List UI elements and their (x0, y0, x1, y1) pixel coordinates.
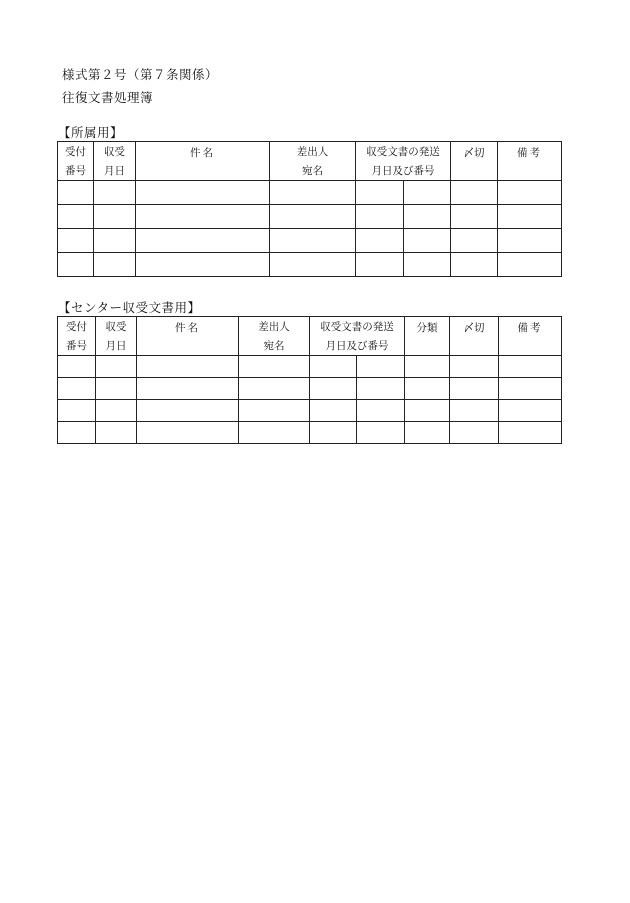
cell[interactable] (405, 422, 450, 444)
header-received-date-2: 月日 (96, 336, 137, 356)
header-addressee: 宛名 (239, 336, 310, 356)
table-row (58, 356, 562, 378)
cell[interactable] (58, 400, 96, 422)
table-row (58, 253, 562, 277)
cell[interactable] (405, 400, 450, 422)
cell[interactable] (239, 422, 310, 444)
cell[interactable] (356, 229, 404, 253)
cell[interactable] (357, 378, 405, 400)
cell[interactable] (310, 356, 357, 378)
table-row (58, 422, 562, 444)
header-subject: 件名 (137, 317, 239, 356)
cell[interactable] (404, 205, 451, 229)
cell[interactable] (499, 422, 562, 444)
table-row (58, 181, 562, 205)
cell[interactable] (239, 400, 310, 422)
cell[interactable] (239, 356, 310, 378)
cell[interactable] (136, 229, 270, 253)
cell[interactable] (58, 422, 96, 444)
cell[interactable] (405, 356, 450, 378)
cell[interactable] (96, 422, 137, 444)
cell[interactable] (404, 181, 451, 205)
header-receipt-no: 受付 (58, 317, 96, 337)
header-received-date: 収受 (94, 142, 136, 162)
cell[interactable] (356, 205, 404, 229)
header-sent-date-no: 収受文書の発送 (356, 142, 451, 162)
register-table-center (57, 316, 562, 444)
form-number: 様式第２号（第７条関係） (62, 67, 219, 82)
cell[interactable] (58, 205, 94, 229)
cell[interactable] (270, 205, 356, 229)
header-subject: 件名 (136, 142, 270, 181)
header-deadline: 〆切 (451, 142, 498, 181)
register-table-affiliated (57, 141, 562, 277)
document-title: 往復文書処理簿 (62, 90, 154, 105)
cell[interactable] (270, 253, 356, 277)
cell[interactable] (450, 422, 499, 444)
table-row (58, 229, 562, 253)
cell[interactable] (58, 229, 94, 253)
cell[interactable] (94, 229, 136, 253)
cell[interactable] (357, 400, 405, 422)
cell[interactable] (498, 181, 562, 205)
header-classification: 分類 (405, 317, 450, 356)
cell[interactable] (450, 356, 499, 378)
cell[interactable] (356, 253, 404, 277)
cell[interactable] (498, 205, 562, 229)
cell[interactable] (270, 181, 356, 205)
header-receipt-no: 受付 (58, 142, 94, 162)
cell[interactable] (94, 253, 136, 277)
header-sender: 差出人 (239, 317, 310, 337)
cell[interactable] (58, 253, 94, 277)
cell[interactable] (96, 378, 137, 400)
cell[interactable] (239, 378, 310, 400)
cell[interactable] (94, 205, 136, 229)
cell[interactable] (94, 181, 136, 205)
header-sent-date-no-2: 月日及び番号 (356, 161, 451, 181)
header-deadline: 〆切 (450, 317, 499, 356)
cell[interactable] (96, 400, 137, 422)
header-sent-date-no: 収受文書の発送 (310, 317, 405, 337)
cell[interactable] (136, 181, 270, 205)
cell[interactable] (270, 229, 356, 253)
cell[interactable] (310, 422, 357, 444)
header-sent-date-no-2: 月日及び番号 (310, 336, 405, 356)
section-heading-affiliated: 【所属用】 (58, 125, 124, 140)
cell[interactable] (357, 356, 405, 378)
header-sender: 差出人 (270, 142, 356, 162)
header-remarks: 備考 (498, 142, 562, 181)
cell[interactable] (404, 253, 451, 277)
cell[interactable] (136, 205, 270, 229)
cell[interactable] (404, 229, 451, 253)
cell[interactable] (137, 356, 239, 378)
header-addressee: 宛名 (270, 161, 356, 181)
cell[interactable] (499, 356, 562, 378)
cell[interactable] (499, 400, 562, 422)
cell[interactable] (310, 400, 357, 422)
table-row (58, 205, 562, 229)
cell[interactable] (451, 229, 498, 253)
cell[interactable] (58, 378, 96, 400)
cell[interactable] (96, 356, 137, 378)
header-received-date: 収受 (96, 317, 137, 337)
cell[interactable] (356, 181, 404, 205)
table-row (58, 400, 562, 422)
cell[interactable] (137, 400, 239, 422)
cell[interactable] (451, 205, 498, 229)
cell[interactable] (310, 378, 357, 400)
table-row (58, 378, 562, 400)
cell[interactable] (451, 181, 498, 205)
cell[interactable] (357, 422, 405, 444)
cell[interactable] (498, 229, 562, 253)
header-receipt-no-2: 番号 (58, 161, 94, 181)
cell[interactable] (450, 378, 499, 400)
cell[interactable] (137, 422, 239, 444)
cell[interactable] (451, 253, 498, 277)
header-received-date-2: 月日 (94, 161, 136, 181)
cell[interactable] (450, 400, 499, 422)
header-receipt-no-2: 番号 (58, 336, 96, 356)
cell[interactable] (499, 378, 562, 400)
cell[interactable] (58, 181, 94, 205)
cell[interactable] (405, 378, 450, 400)
cell[interactable] (498, 253, 562, 277)
cell[interactable] (58, 356, 96, 378)
cell[interactable] (137, 378, 239, 400)
section-heading-center: 【センター収受文書用】 (58, 300, 201, 315)
cell[interactable] (136, 253, 270, 277)
header-remarks: 備考 (499, 317, 562, 356)
